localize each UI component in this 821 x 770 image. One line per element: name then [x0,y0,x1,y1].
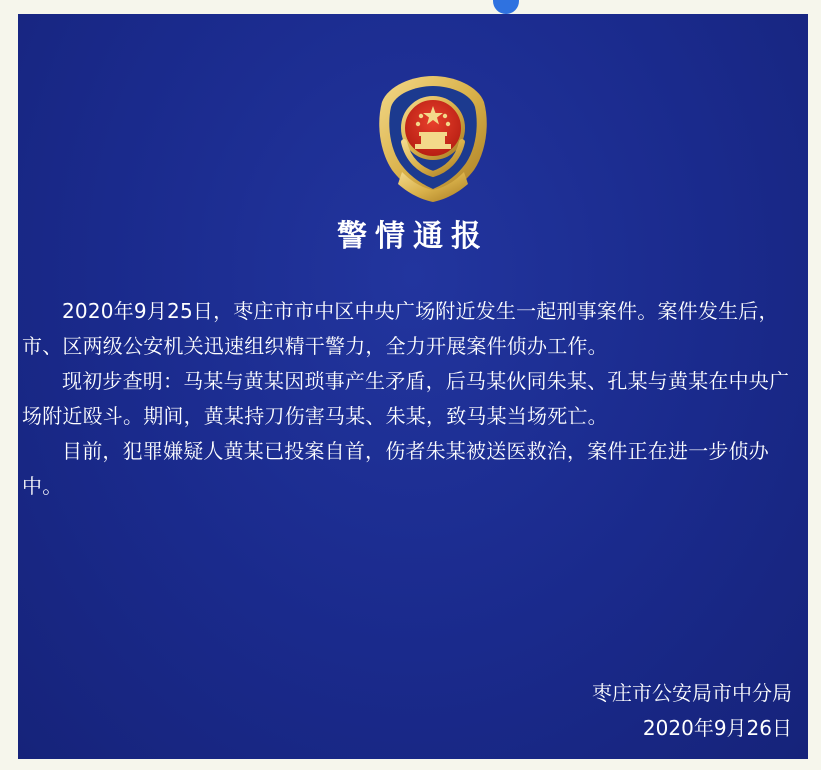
police-notice-panel [18,14,808,759]
issue-date: 2020年9月26日 [642,716,792,740]
notice-paragraph: 目前，犯罪嫌疑人黄某已投案自首，伤者朱某被送医救治，案件正在进一步侦办中。 [22,439,769,498]
notice-signature [592,676,792,746]
notice-paragraph: 现初步查明：马某与黄某因琐事产生矛盾，后马某伙同朱某、孔某与黄某在中央广场附近殴斗。期间，黄某持刀伤害马某、朱某，致马某当场死亡。 [22,369,790,428]
notice-title: 警情通报 [337,219,489,254]
notice-paragraph: 2020年9月25日，枣庄市市中区中央广场附近发生一起刑事案件。案件发生后，市、区两级公安机关迅速组织精干警力，全力开展案件侦办工作。 [22,299,779,358]
scroll-indicator-dot [493,0,519,14]
notice-body [22,294,794,504]
police-badge-emblem-icon [374,72,492,210]
issuer-name: 枣庄市公安局市中分局 [592,681,792,705]
